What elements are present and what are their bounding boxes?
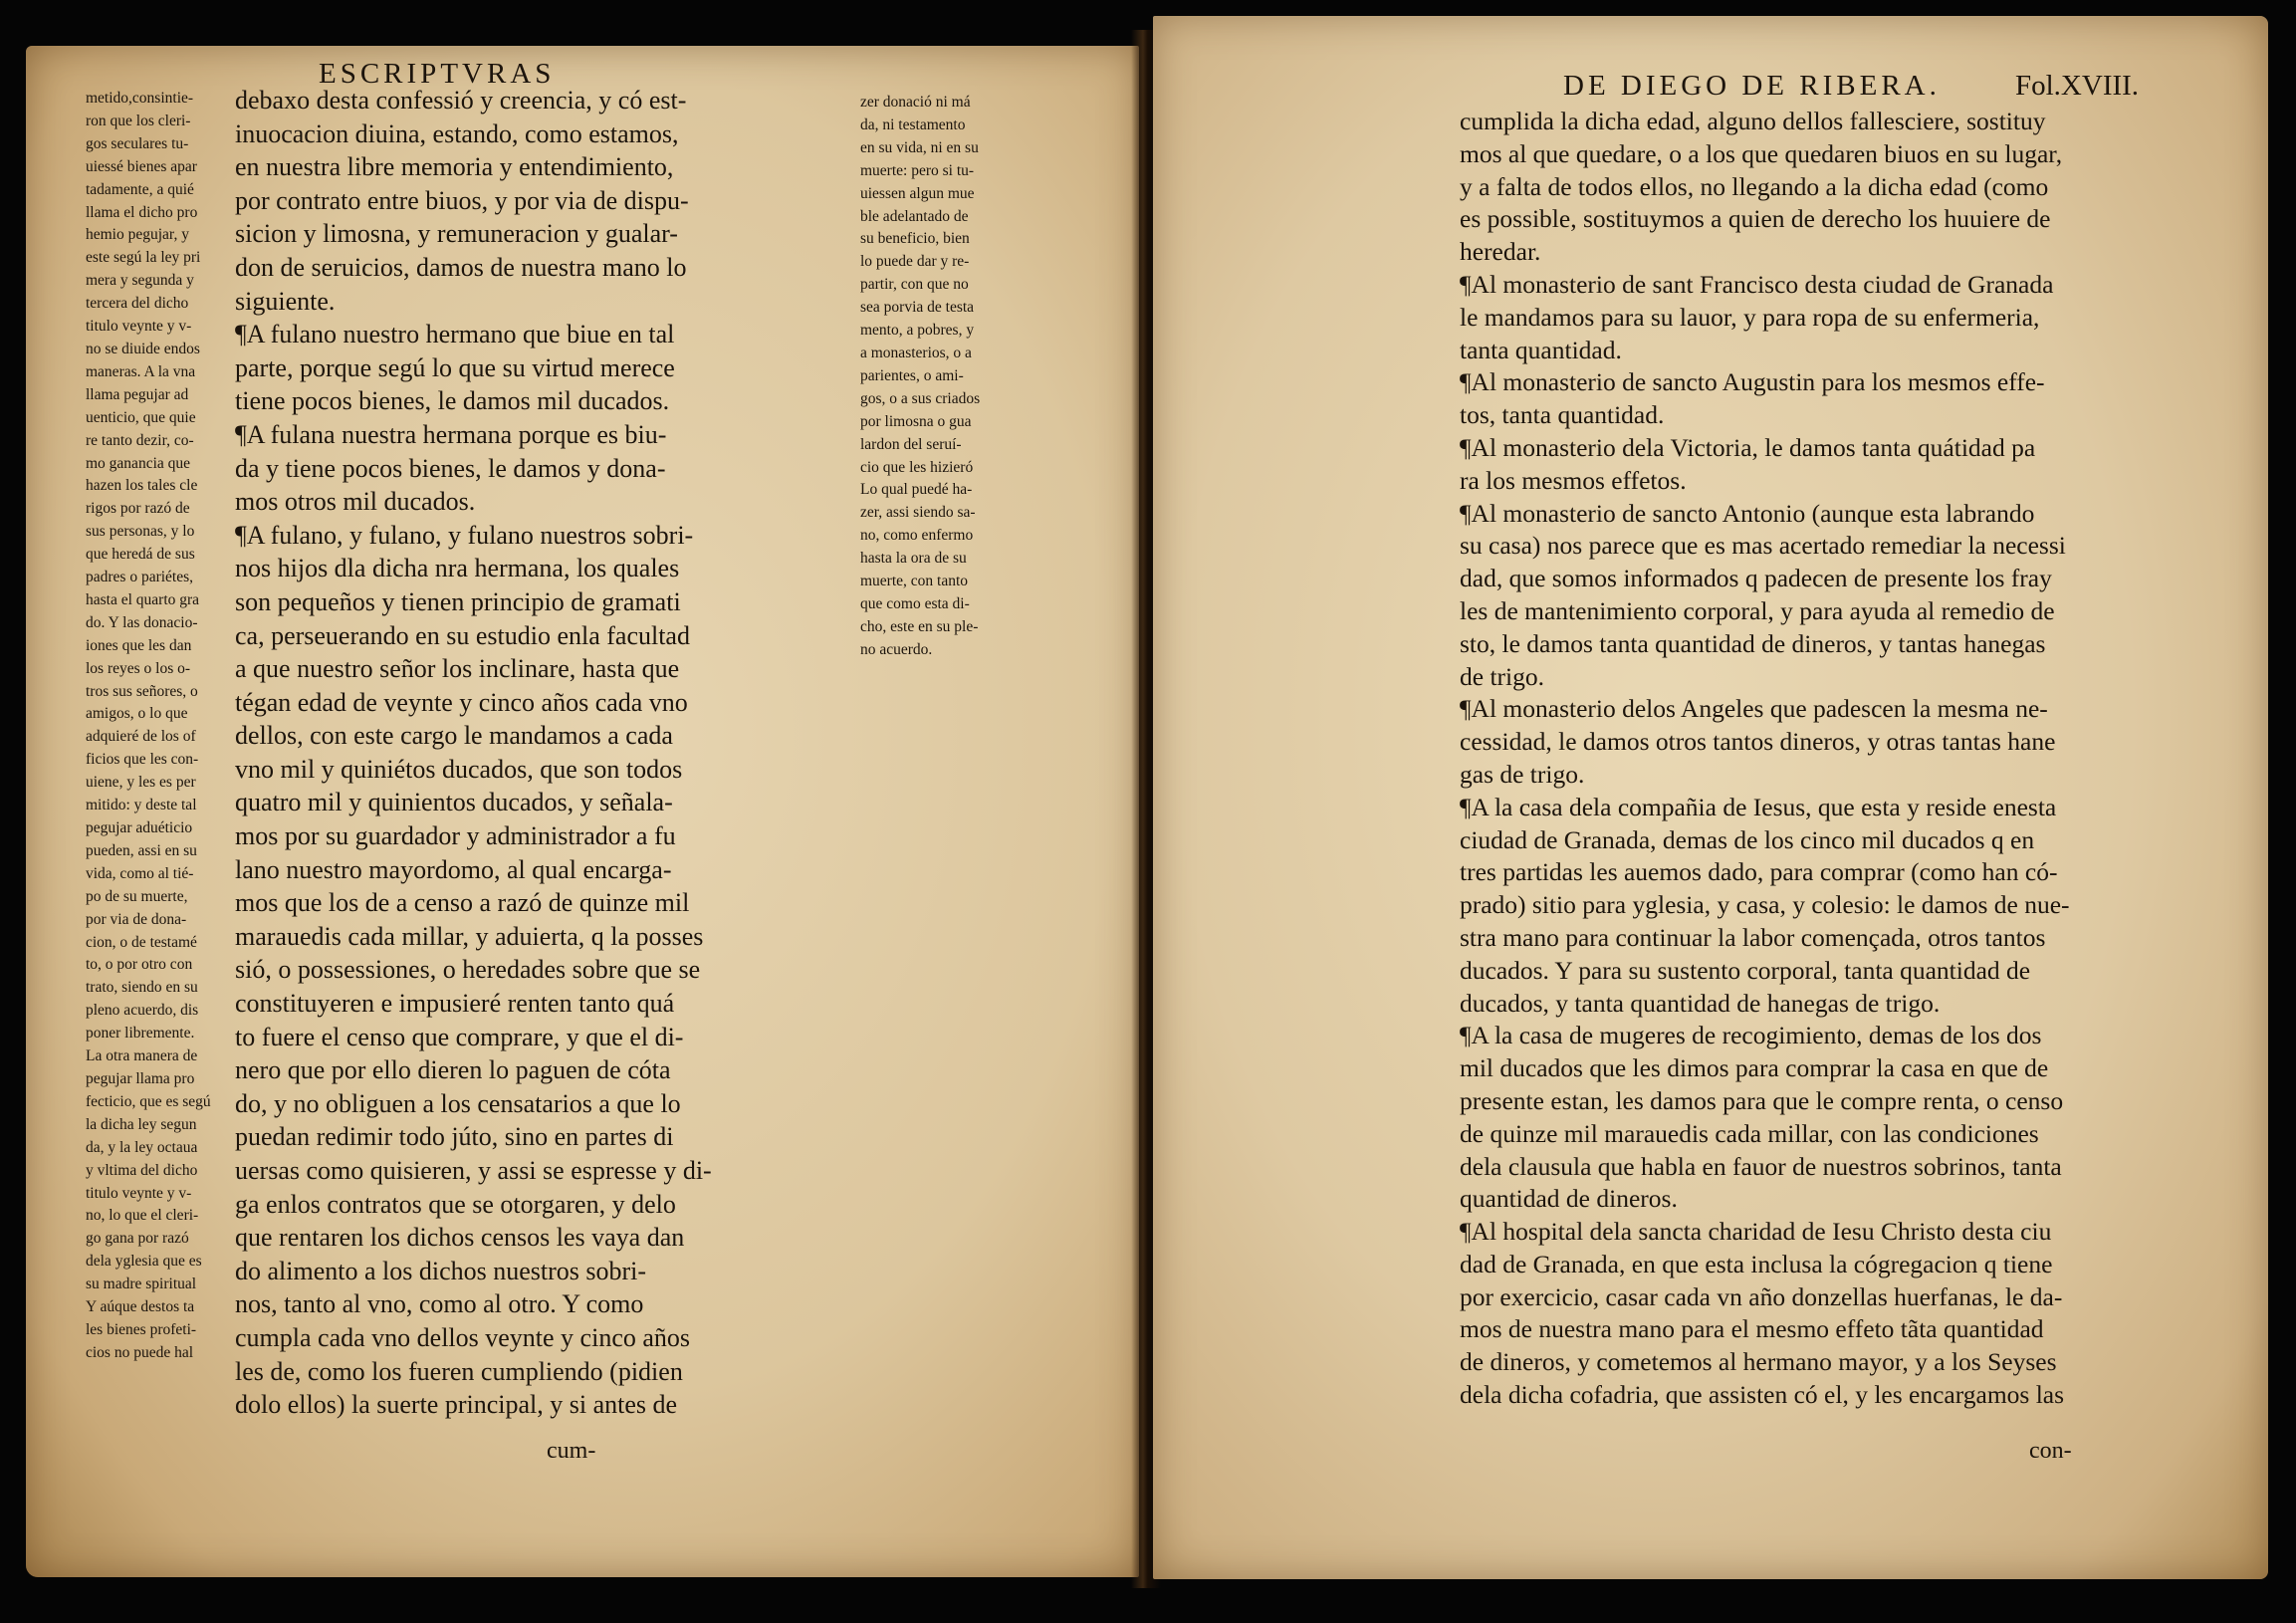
catchword: cum- bbox=[547, 1438, 596, 1464]
text-line: tiene pocos bienes, le damos mil ducados. bbox=[235, 386, 670, 416]
margin-gloss-line: gos seculares tu- bbox=[86, 134, 189, 152]
text-line: don de seruicios, damos de nuestra mano lo bbox=[235, 252, 687, 282]
text-line: nero que por ello dieren lo paguen de cóta bbox=[235, 1055, 671, 1085]
margin-gloss-line: zer, assi siendo sa- bbox=[860, 504, 976, 522]
text-line: ¶Al monasterio de sant Francisco desta ciudad de Granada bbox=[1460, 269, 2054, 299]
margin-gloss-line: les bienes profeti- bbox=[86, 1320, 197, 1338]
text-line: cumplida la dicha edad, alguno dellos fallesciere, sostituy bbox=[1460, 107, 2046, 135]
margin-gloss-line: en su vida, ni en su bbox=[860, 138, 979, 156]
text-line: ¶A fulano, y fulano, y fulano nuestros sobri- bbox=[235, 520, 694, 550]
margin-gloss-line: pegujar aduéticio bbox=[86, 819, 193, 836]
text-line: heredar. bbox=[1460, 237, 1541, 267]
margin-gloss-line: da, ni testamento bbox=[860, 116, 966, 133]
text-line: puedan redimir todo júto, sino en partes di bbox=[235, 1122, 674, 1152]
text-line: ¶Al monasterio dela Victoria, le damos tanta quátidad pa bbox=[1460, 432, 2036, 462]
margin-gloss-line: poner libremente. bbox=[86, 1025, 195, 1043]
margin-gloss-line: que heredá de sus bbox=[86, 546, 195, 564]
text-line: cumpla cada vno dellos veynte y cinco años bbox=[235, 1322, 691, 1352]
text-line: uersas como quisieren, y assi se espresse y di- bbox=[235, 1156, 712, 1185]
left-running-head: ESCRIPTVRAS bbox=[319, 58, 556, 90]
text-line: tégan edad de veynte y cinco años cada vno bbox=[235, 687, 688, 717]
text-line: mos otros mil ducados. bbox=[235, 487, 476, 517]
margin-gloss-line: vida, como al tié- bbox=[86, 864, 194, 882]
margin-gloss-line: su beneficio, bien bbox=[860, 230, 970, 248]
margin-gloss-line: rigos por razó de bbox=[86, 500, 190, 518]
text-line: dolo ellos) la suerte principal, y si antes de bbox=[235, 1390, 678, 1420]
text-line: da y tiene pocos bienes, le damos y dona- bbox=[235, 453, 666, 483]
text-line: mil ducados que les dimos para comprar la casa en que de bbox=[1460, 1053, 2049, 1083]
margin-gloss-line: titulo veynte y v- bbox=[86, 1184, 192, 1202]
margin-gloss-line: ron que los cleri- bbox=[86, 112, 191, 129]
margin-gloss-line: ble adelantado de bbox=[860, 207, 969, 225]
text-line: prado) sitio para yglesia, y casa, y colesio: le damos de nue- bbox=[1460, 890, 2070, 920]
margin-gloss-line: cios no puede hal bbox=[86, 1343, 194, 1361]
margin-gloss-line: uiessen algun mue bbox=[860, 184, 975, 202]
margin-gloss-line: a monasterios, o a bbox=[860, 344, 972, 361]
margin-gloss-line: mento, a pobres, y bbox=[860, 322, 975, 340]
text-line: a que nuestro señor los inclinare, hasta que bbox=[235, 654, 680, 684]
margin-gloss-line: ficios que les con- bbox=[86, 751, 199, 769]
text-line: de quinze mil marauedis cada millar, con las condiciones bbox=[1460, 1118, 2039, 1148]
margin-gloss-line: que como esta di- bbox=[860, 594, 970, 612]
text-line: sto, le damos tanta quantidad de dineros, y tantas hanegas bbox=[1460, 628, 2046, 658]
text-line: tres partidas les auemos dado, para comprar (como han có- bbox=[1460, 857, 2058, 887]
margin-gloss-line: su madre spiritual bbox=[86, 1275, 197, 1293]
margin-gloss-line: Y aúque destos ta bbox=[86, 1298, 195, 1316]
outer-margin-gloss bbox=[860, 92, 1079, 662]
text-line: to fuere el censo que comprare, y que el di- bbox=[235, 1022, 684, 1051]
text-line: sicion y limosna, y remuneracion y gualar- bbox=[235, 219, 678, 249]
text-line: inuocacion diuina, estando, como estamos, bbox=[235, 118, 679, 148]
margin-gloss-line: tercera del dicho bbox=[86, 295, 189, 313]
margin-gloss-line: llama el dicho pro bbox=[86, 203, 198, 221]
margin-gloss-line: mitido: y deste tal bbox=[86, 797, 197, 814]
margin-gloss-line: parientes, o ami- bbox=[860, 366, 964, 384]
margin-gloss-line: adquieré de los of bbox=[86, 728, 196, 746]
margin-gloss-line: hasta la ora de su bbox=[860, 550, 967, 568]
text-line: de trigo. bbox=[1460, 661, 1544, 691]
text-line: do alimento a los dichos nuestros sobri- bbox=[235, 1256, 647, 1285]
margin-gloss-line: mera y segunda y bbox=[86, 272, 194, 290]
text-line: cessidad, le damos otros tantos dineros, y otras tantas hane bbox=[1460, 727, 2056, 757]
text-line: mos al que quedare, o a los que quedaren biuos en su lugar, bbox=[1460, 138, 2063, 168]
margin-gloss-line: no, como enfermo bbox=[860, 527, 974, 545]
margin-gloss-line: los reyes o los o- bbox=[86, 659, 191, 677]
margin-gloss-line: sea porvia de testa bbox=[860, 299, 975, 317]
text-line: ¶Al monasterio de sancto Augustin para los mesmos effe- bbox=[1460, 367, 2045, 397]
text-line: parte, porque segú lo que su virtud merece bbox=[235, 352, 675, 382]
margin-gloss-line: llama pegujar ad bbox=[86, 385, 189, 403]
text-line: ¶A la casa de mugeres de recogimiento, demas de los dos bbox=[1460, 1021, 2042, 1050]
margin-gloss-line: maneras. A la vna bbox=[86, 362, 196, 380]
text-line: marauedis cada millar, y aduierta, q la posses bbox=[235, 921, 704, 951]
margin-gloss-line: y vltima del dicho bbox=[86, 1161, 198, 1179]
margin-gloss-line: titulo veynte y v- bbox=[86, 318, 192, 336]
margin-gloss-line: trato, siendo en su bbox=[86, 979, 198, 997]
right-page bbox=[1153, 16, 2268, 1579]
text-line: por exercicio, casar cada vn año donzellas huerfanas, le da- bbox=[1460, 1281, 2063, 1311]
margin-gloss-line: mo ganancia que bbox=[86, 454, 191, 472]
text-line: ¶Al hospital dela sancta charidad de Iesu Christo desta ciu bbox=[1460, 1217, 2052, 1247]
margin-gloss-line: no, lo que el cleri- bbox=[86, 1207, 199, 1225]
right-running-head: DE DIEGO DE RIBERA. bbox=[1563, 70, 1941, 102]
text-line: ra los mesmos effetos. bbox=[1460, 465, 1687, 495]
margin-gloss-line: po de su muerte, bbox=[86, 887, 188, 905]
text-line: nos hijos dla dicha nra hermana, los quales bbox=[235, 554, 680, 583]
text-line: su casa) nos parece que es mas acertado remediar la necessi bbox=[1460, 531, 2066, 561]
text-line: ga enlos contratos que se otorgaren, y delo bbox=[235, 1189, 676, 1219]
text-line: sió, o possessiones, o heredades sobre que se bbox=[235, 955, 701, 985]
margin-gloss-line: la dicha ley segun bbox=[86, 1115, 197, 1133]
text-line: dela clausula que habla en fauor de nuestros sobrinos, tanta bbox=[1460, 1151, 2062, 1181]
margin-gloss-line: sus personas, y lo bbox=[86, 523, 195, 541]
text-line: tos, tanta quantidad. bbox=[1460, 400, 1665, 430]
margin-gloss-line: re tanto dezir, co- bbox=[86, 431, 194, 449]
margin-gloss-line: fecticio, que es segú bbox=[86, 1092, 211, 1110]
margin-gloss-line: tros sus señores, o bbox=[86, 682, 198, 700]
text-line: ducados, y tanta quantidad de hanegas de trigo. bbox=[1460, 988, 1941, 1018]
margin-gloss-line: uiene, y les es per bbox=[86, 774, 196, 792]
text-line: les de, como los fueren cumpliendo (pidien bbox=[235, 1356, 683, 1386]
margin-gloss-line: to, o por otro con bbox=[86, 956, 193, 974]
margin-gloss-line: da, y la ley octaua bbox=[86, 1138, 198, 1156]
text-line: ¶A la casa dela compañia de Iesus, que esta y reside enesta bbox=[1460, 792, 2057, 821]
text-line: de dineros, y cometemos al hermano mayor, y a los Seyses bbox=[1460, 1347, 2057, 1377]
text-line: dad, que somos informados q padecen de presente los fray bbox=[1460, 564, 2052, 593]
margin-gloss-line: por limosna o gua bbox=[860, 412, 972, 430]
text-line: le mandamos para su lauor, y para ropa de su enfermeria, bbox=[1460, 302, 2040, 332]
catchword: con- bbox=[2029, 1438, 2072, 1464]
margin-gloss-line: gos, o a sus criados bbox=[860, 389, 981, 407]
margin-gloss-line: hazen los tales cle bbox=[86, 477, 198, 495]
text-line: y a falta de todos ellos, no llegando a la dicha edad (como bbox=[1460, 171, 2049, 201]
text-line: que rentaren los dichos censos les vaya dan bbox=[235, 1223, 685, 1253]
text-line: siguiente. bbox=[235, 286, 336, 316]
text-line: son pequeños y tienen principio de gramati bbox=[235, 586, 681, 616]
text-line: ¶Al monasterio delos Angeles que padescen la mesma ne- bbox=[1460, 694, 2048, 724]
margin-gloss-line: tadamente, a quié bbox=[86, 180, 194, 198]
margin-gloss-line: no se diuide endos bbox=[86, 340, 200, 357]
margin-gloss-line: cho, este en su ple- bbox=[860, 617, 979, 635]
text-line: por contrato entre biuos, y por via de dispu- bbox=[235, 185, 689, 215]
text-line: en nuestra libre memoria y entendimiento, bbox=[235, 152, 674, 182]
margin-gloss-line: go gana por razó bbox=[86, 1230, 189, 1248]
margin-gloss-line: este segú la ley pri bbox=[86, 249, 201, 267]
margin-gloss-line: no acuerdo. bbox=[860, 640, 933, 658]
margin-gloss-line: La otra manera de bbox=[86, 1047, 198, 1065]
margin-gloss-line: iones que les dan bbox=[86, 636, 192, 654]
margin-gloss-line: muerte: pero si tu- bbox=[860, 161, 975, 179]
margin-gloss-line: pueden, assi en su bbox=[86, 841, 197, 859]
text-line: les de mantenimiento corporal, y para ayuda al remedio de bbox=[1460, 595, 2055, 625]
margin-gloss-line: cion, o de testamé bbox=[86, 933, 197, 951]
margin-gloss-line: pleno acuerdo, dis bbox=[86, 1002, 199, 1020]
left-page bbox=[26, 46, 1139, 1577]
text-line: do, y no obliguen a los censatarios a que lo bbox=[235, 1088, 681, 1118]
margin-gloss-line: zer donació ni má bbox=[860, 94, 971, 111]
margin-gloss-line: Lo qual puedé ha- bbox=[860, 481, 973, 499]
margin-gloss-line: uiessé bienes apar bbox=[86, 157, 197, 175]
text-line: ¶A fulana nuestra hermana porque es biu- bbox=[235, 419, 667, 449]
margin-gloss-line: amigos, o lo que bbox=[86, 705, 188, 723]
text-line: debaxo desta confessió y creencia, y có est- bbox=[235, 86, 687, 115]
margin-gloss-line: por via de dona- bbox=[86, 910, 187, 928]
text-line: ducados. Y para su sustento corporal, tanta quantidad de bbox=[1460, 955, 2031, 985]
margin-gloss-line: muerte, con tanto bbox=[860, 573, 969, 590]
margin-gloss-line: dela yglesia que es bbox=[86, 1253, 202, 1271]
margin-gloss-line: hasta el quarto gra bbox=[86, 590, 200, 608]
margin-gloss-line: partir, con que no bbox=[860, 276, 969, 294]
text-line: ¶A fulano nuestro hermano que biue en tal bbox=[235, 320, 675, 349]
text-line: mos de nuestra mano para el mesmo effeto tãta quantidad bbox=[1460, 1314, 2044, 1344]
text-line: vno mil y quiniétos ducados, que son todos bbox=[235, 754, 683, 784]
margin-gloss-line: padres o pariétes, bbox=[86, 569, 194, 586]
text-line: mos que los de a censo a razó de quinze mil bbox=[235, 888, 690, 918]
margin-gloss-line: lardon del seruí- bbox=[860, 435, 962, 453]
text-line: gas de trigo. bbox=[1460, 759, 1585, 789]
text-line: ¶Al monasterio de sancto Antonio (aunque esta labrando bbox=[1460, 498, 2035, 528]
margin-gloss-line: pegujar llama pro bbox=[86, 1069, 195, 1087]
text-line: lano nuestro mayordomo, al qual encarga- bbox=[235, 854, 672, 884]
margin-gloss-line: hemio pegujar, y bbox=[86, 226, 189, 244]
margin-gloss-line: metido,consintie- bbox=[86, 90, 194, 107]
text-line: quantidad de dineros. bbox=[1460, 1184, 1678, 1214]
margin-gloss-line: uenticio, que quie bbox=[86, 408, 196, 426]
folio-number: Fol.XVIII. bbox=[2015, 70, 2140, 102]
text-line: dellos, con este cargo le mandamos a cada bbox=[235, 721, 673, 751]
main-text-column bbox=[235, 84, 793, 1422]
margin-gloss-line: cio que les hizieró bbox=[860, 458, 974, 476]
text-line: ciudad de Granada, demas de los cinco mil ducados q en bbox=[1460, 824, 2035, 854]
right-main-text-column bbox=[1460, 106, 2236, 1412]
text-line: stra mano para continuar la labor començada, otros tantos bbox=[1460, 922, 2046, 952]
text-line: mos por su guardador y administrador a fu bbox=[235, 821, 676, 851]
text-line: dela dicha cofadria, que assisten có el, y les encargamos las bbox=[1460, 1380, 2065, 1410]
text-line: quatro mil y quinientos ducados, y señala- bbox=[235, 788, 673, 817]
text-line: ca, perseuerando en su estudio enla facultad bbox=[235, 620, 690, 650]
text-line: dad de Granada, en que esta inclusa la cógregacion q tiene bbox=[1460, 1249, 2053, 1278]
text-line: presente estan, les damos para que le compre renta, o censo bbox=[1460, 1085, 2064, 1115]
text-line: es possible, sostituymos a quien de derecho los huuiere de bbox=[1460, 204, 2051, 234]
text-line: nos, tanto al vno, como al otro. Y como bbox=[235, 1289, 644, 1319]
text-line: constituyeren e impusieré renten tanto quá bbox=[235, 989, 675, 1019]
text-line: tanta quantidad. bbox=[1460, 335, 1622, 364]
margin-gloss-line: lo puede dar y re- bbox=[860, 253, 970, 271]
margin-gloss-line: do. Y las donacio- bbox=[86, 613, 198, 631]
